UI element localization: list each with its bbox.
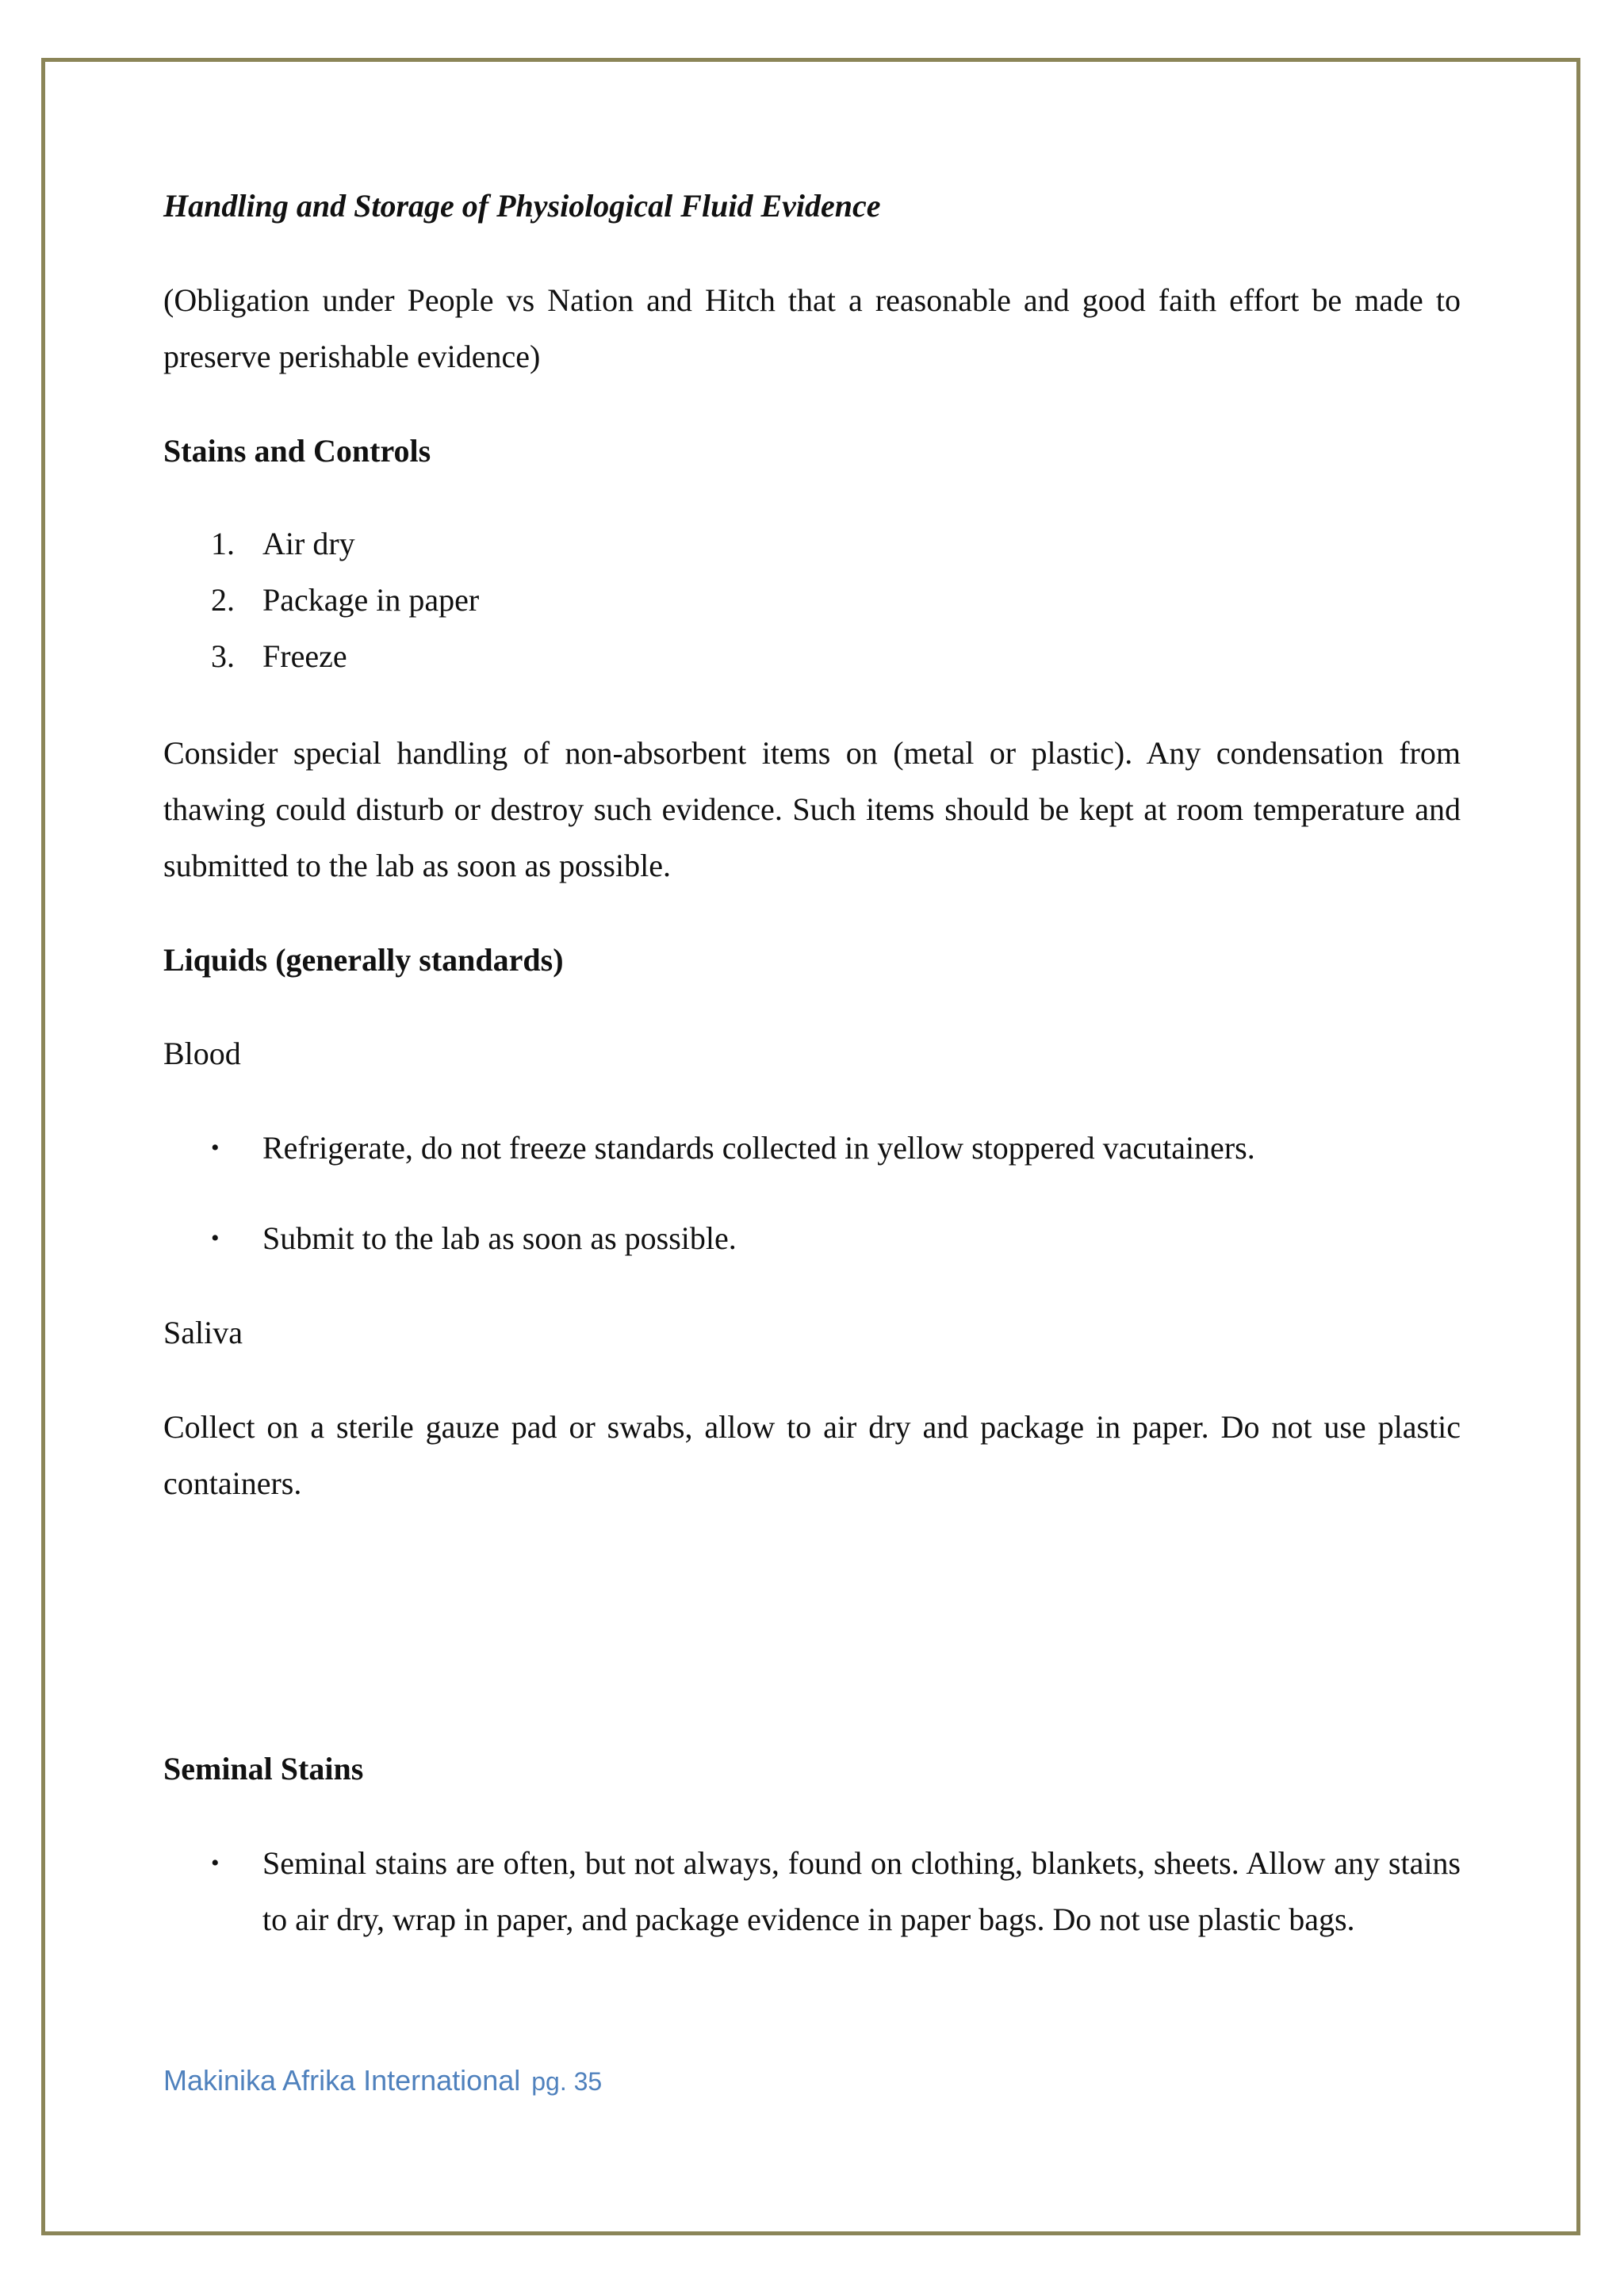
- seminal-bullets: [163, 1835, 1461, 1947]
- list-item: [163, 1210, 1461, 1266]
- list-item: [163, 572, 1461, 628]
- list-item-text: Submit to the lab as soon as possible.: [262, 1220, 737, 1256]
- blood-bullet-2: [163, 1210, 1461, 1266]
- stains-steps-list: [163, 515, 1461, 684]
- list-item: [163, 515, 1461, 572]
- list-item-text: Air dry: [262, 526, 355, 561]
- bullet-icon: •: [211, 1135, 220, 1161]
- special-handling-paragraph: Consider special handling of non-absorbent items on (metal or plastic). Any condensation from thawing could disturb or destroy such evidence. Such items should be kept at room temperature and submitted to the lab as soon as possible.: [163, 735, 1461, 883]
- liquids-heading: Liquids (generally standards): [163, 942, 564, 978]
- stains-heading: Stains and Controls: [163, 433, 431, 469]
- list-item: [163, 1835, 1461, 1947]
- list-item-text: Package in paper: [262, 582, 480, 618]
- blood-label: Blood: [163, 1036, 241, 1071]
- list-item: [163, 628, 1461, 684]
- list-number: 1.: [211, 526, 235, 561]
- saliva-label: Saliva: [163, 1315, 243, 1350]
- list-item-text: Refrigerate, do not freeze standards collected in yellow stoppered vacutainers.: [262, 1130, 1255, 1166]
- bullet-icon: •: [211, 1850, 220, 1876]
- document-title: Handling and Storage of Physiological Fluid Evidence: [163, 188, 881, 224]
- seminal-heading: Seminal Stains: [163, 1751, 364, 1787]
- footer-organization: Makinika Afrika International: [163, 2064, 521, 2097]
- list-number: 2.: [211, 582, 235, 618]
- intro-paragraph: (Obligation under People vs Nation and Hitch that a reasonable and good faith effort be made to preserve perishable evidence): [163, 282, 1461, 374]
- saliva-paragraph: Collect on a sterile gauze pad or swabs, allow to air dry and package in paper. Do not use plastic containers.: [163, 1409, 1461, 1501]
- page-footer: [163, 2061, 602, 2101]
- blood-bullet-1: [163, 1120, 1461, 1176]
- list-item-text: Freeze: [262, 638, 347, 674]
- list-item-text: Seminal stains are often, but not always, found on clothing, blankets, sheets. Allow any stains to air dry, wrap in paper, and package evidence in paper bags. Do not use plastic bags.: [262, 1845, 1461, 1937]
- bullet-icon: •: [211, 1225, 220, 1251]
- list-number: 3.: [211, 638, 235, 674]
- page-number: pg. 35: [531, 2067, 603, 2096]
- list-item: [163, 1120, 1461, 1176]
